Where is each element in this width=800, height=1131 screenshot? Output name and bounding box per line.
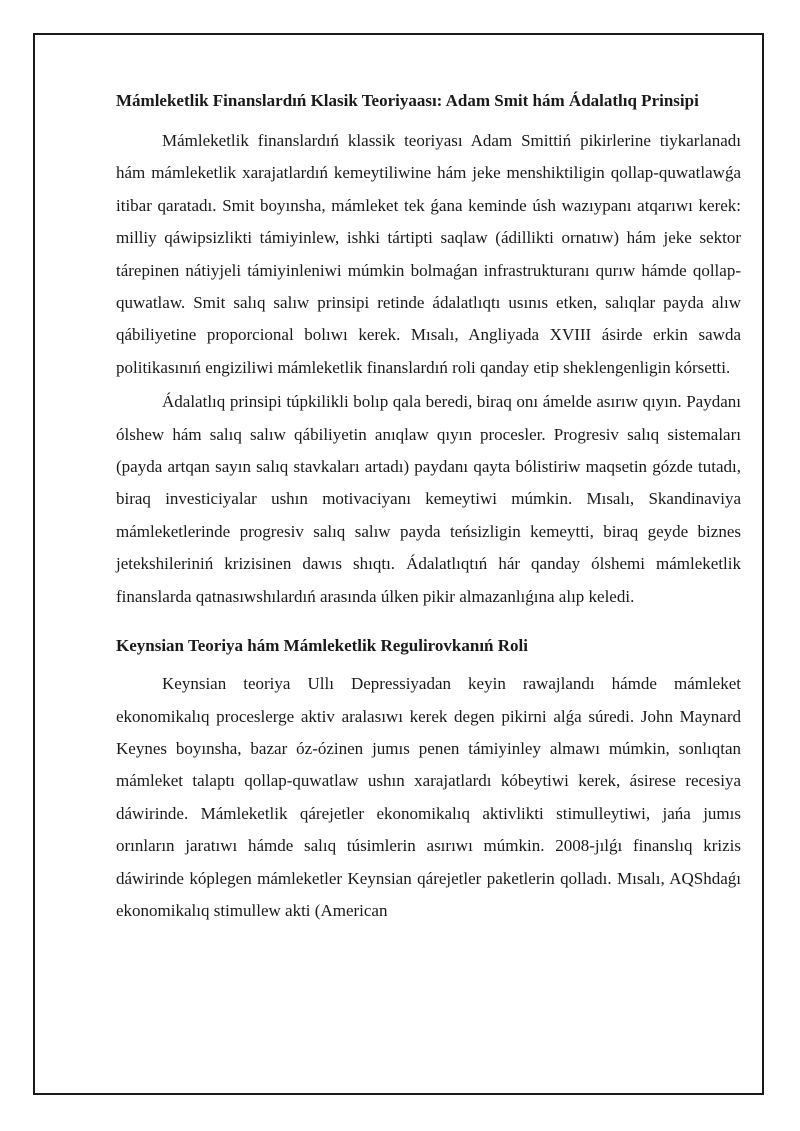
section-heading: Mámleketlik Finanslardıń Klasik Teoriyaası: Adam Smit hám Ádalatlıq Prinsipi [116, 91, 699, 110]
section-classical-theory [116, 88, 741, 613]
section-heading: Keynsian Teoriya hám Mámleketlik Regulirovkanıń Roli [116, 636, 528, 656]
paragraph: Ádalatlıq prinsipi túpkilikli bolıp qala beredi, biraq onı ámelde asırıw qıyın. Paydanı ólshew hám salıq salıw qábiliyetin anıqlaw qıyın procesler. Progresiv salıq sistemaları (payda artqan sayın salıq stavkaları artadı) paydanı qayta bólistiriw maqsetin gózde tutadı, biraq investiciyalar ushın motivaciyanı kemeytiwi múmkin. Mısalı, Skandinaviya mámleketlerinde progresiv salıq salıw payda teńsizligin kemeytti, biraq geyde biznes jetekshileriniń krizisinen dawıs shıqtı. Ádalatlıqtıń hár qanday ólshemi mámleketlik finanslarda qatnasıwshılardıń arasında úlken pikir almazanlıǵına alıp keledi. [116, 392, 741, 606]
paragraph: Mámleketlik finanslardıń klassik teoriyası Adam Smittiń pikirlerine tiykarlanadı hám mámleketlik xarajatlardıń kemeytiliwine hám jeke menshiktiligin qollap-quwatlawǵa itibar qaratadı. Smit boyınsha, mámleket tek ǵana keminde úsh wazıypanı atqarıwı kerek: milliy qáwipsizlikti támiyinlew, ishki tártipti saqlaw (ádillikti ornatıw) hám jeke sektor tárepinen nátiyjeli támiyinleniwi múmkin bolmaǵan infrastrukturanı qurıw hámde qollap-quwatlaw. Smit salıq salıw prinsipi retinde ádalatlıqtı usınıs etken, salıqlar payda alıw qábiliyetine proporcional bolıwı kerek. Mısalı, Angliyada XVIII ásirde erkin sawda politikasınıń engiziliwi mámleketlik finanslardıń roli qanday etip sheklengenligin kórsetti. [116, 131, 741, 377]
document-body [116, 88, 741, 929]
section-keynesian-theory [116, 633, 741, 927]
paragraph: Keynsian teoriya Ullı Depressiyadan keyin rawajlandı hámde mámleket ekonomikalıq proceslerge aktiv aralasıwı kerek degen pikirni alǵa súredi. John Maynard Keynes boyınsha, bazar óz-ózinen jumıs penen támiyinley almawı múmkin, sonlıqtan mámleket talaptı qollap-quwatlaw ushın xarajatlardı kóbeytiwi kerek, ásirese recesiya dáwirinde. Mámleketlik qárejetler ekonomikalıq aktivlikti stimulleytiwi, jańa jumıs orınların jaratıwı hámde salıq túsimlerin asırıwı múmkin. 2008-jılǵı finanslıq krizis dáwirinde kóplegen mámleketler Keynsian qárejetler paketlerin qolladı. Mısalı, AQShdaǵı ekonomikalıq stimullew akti (American [116, 674, 741, 920]
